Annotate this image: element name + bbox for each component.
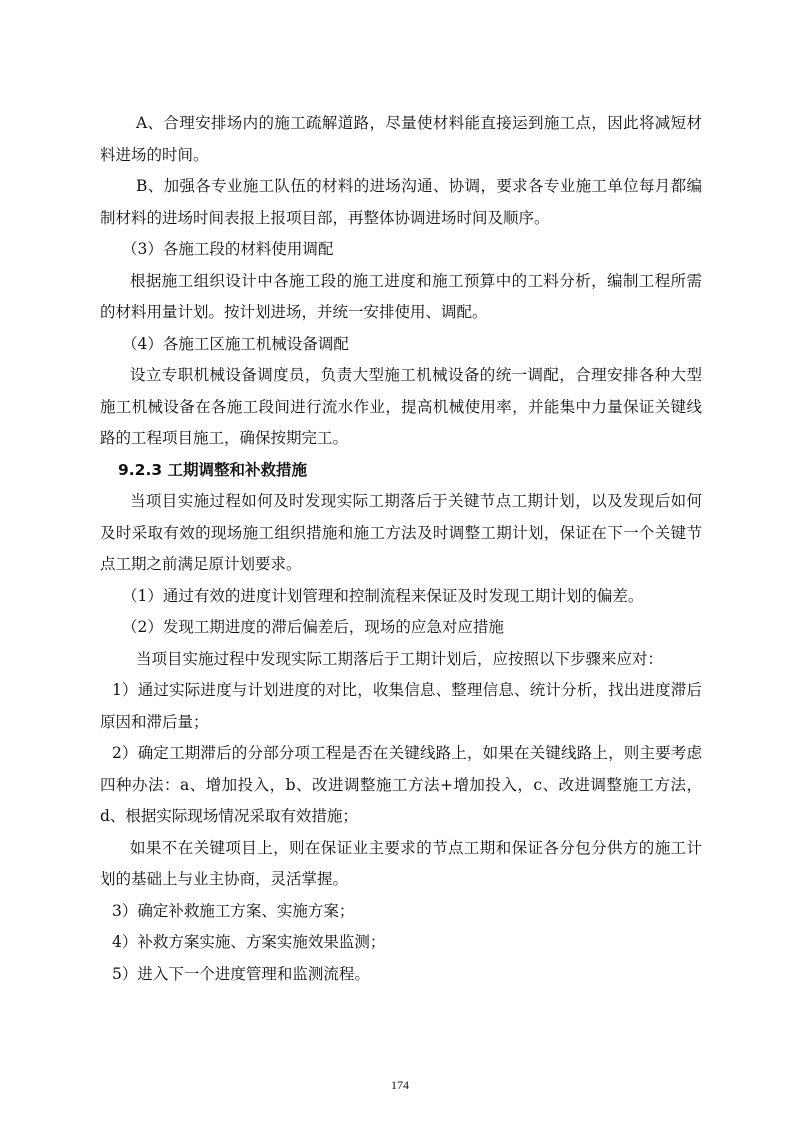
- item-schedule-control: （1）通过有效的进度计划管理和控制流程来保证及时发现工期计划的偏差。: [122, 586, 644, 605]
- item-machinery-allocation: （4）各施工区施工机械设备调配: [122, 334, 349, 353]
- step-3: 3）确定补救施工方案、实施方案；: [112, 901, 355, 920]
- item-material-allocation: （3）各施工段的材料使用调配: [122, 240, 334, 258]
- step-5: 5）进入下一个进度管理和监测流程。: [112, 964, 370, 983]
- paragraph-schedule-intro: 当项目实施过程如何及时发现实际工期落后于关键节点工期计划，以及发现后如何及时采取有效的现场施工组织措施和施工方法及时调整工期计划，保证在下一个关键节点工期之前满足原计划要求。: [100, 492, 702, 573]
- section-heading: 9.2.3 工期调整和补救措施: [118, 460, 308, 479]
- paragraph-material-plan: 根据施工组织设计中各施工段的施工进度和施工预算中的工料分析，编制工程所需的材料用量计划。按计划进场，并统一安排使用、调配。: [100, 271, 702, 321]
- item-emergency-measures: （2）发现工期进度的滞后偏差后，现场的应急对应措施: [122, 618, 504, 636]
- paragraph-material-coordination: B、加强各专业施工队伍的材料的进场沟通、协调，要求各专业施工单位每月都编制材料的进场时间表报上报项目部，再整体协调进场时间及顺序。: [100, 177, 702, 227]
- page-number: 174: [391, 1078, 409, 1092]
- paragraph-material-road: A、合理安排场内的施工疏解道路，尽量使材料能直接运到施工点，因此将减短材料进场的时间。: [100, 114, 702, 164]
- paragraph-non-critical: 如果不在关键项目上，则在保证业主要求的节点工期和保证各分包分供方的施工计划的基础上与业主协商，灵活掌握。: [100, 838, 702, 888]
- paragraph-machinery-dispatch: 设立专职机械设备调度员，负责大型施工机械设备的统一调配，合理安排各种大型施工机械设备在各施工段间进行流水作业，提高机械使用率，并能集中力量保证关键线路的工程项目施工，确保按期完工。: [100, 366, 702, 447]
- step-1: 1）通过实际进度与计划进度的对比，收集信息、整理信息、统计分析，找出进度滞后原因和滞后量；: [100, 681, 702, 731]
- document-body: [100, 108, 702, 990]
- step-4: 4）补救方案实施、方案实施效果监测；: [112, 933, 386, 951]
- paragraph-steps-intro: 当项目实施过程中发现实际工期落后于工期计划后，应按照以下步骤来应对：: [136, 649, 664, 668]
- step-2: 2）确定工期滞后的分部分项工程是否在关键线路上，如果在关键线路上，则主要考虑四种办法：a、增加投入，b、改进调整施工方法+增加投入，c、改进调整施工方法，d、根据实际现场情况采取有效措施；: [100, 744, 702, 825]
